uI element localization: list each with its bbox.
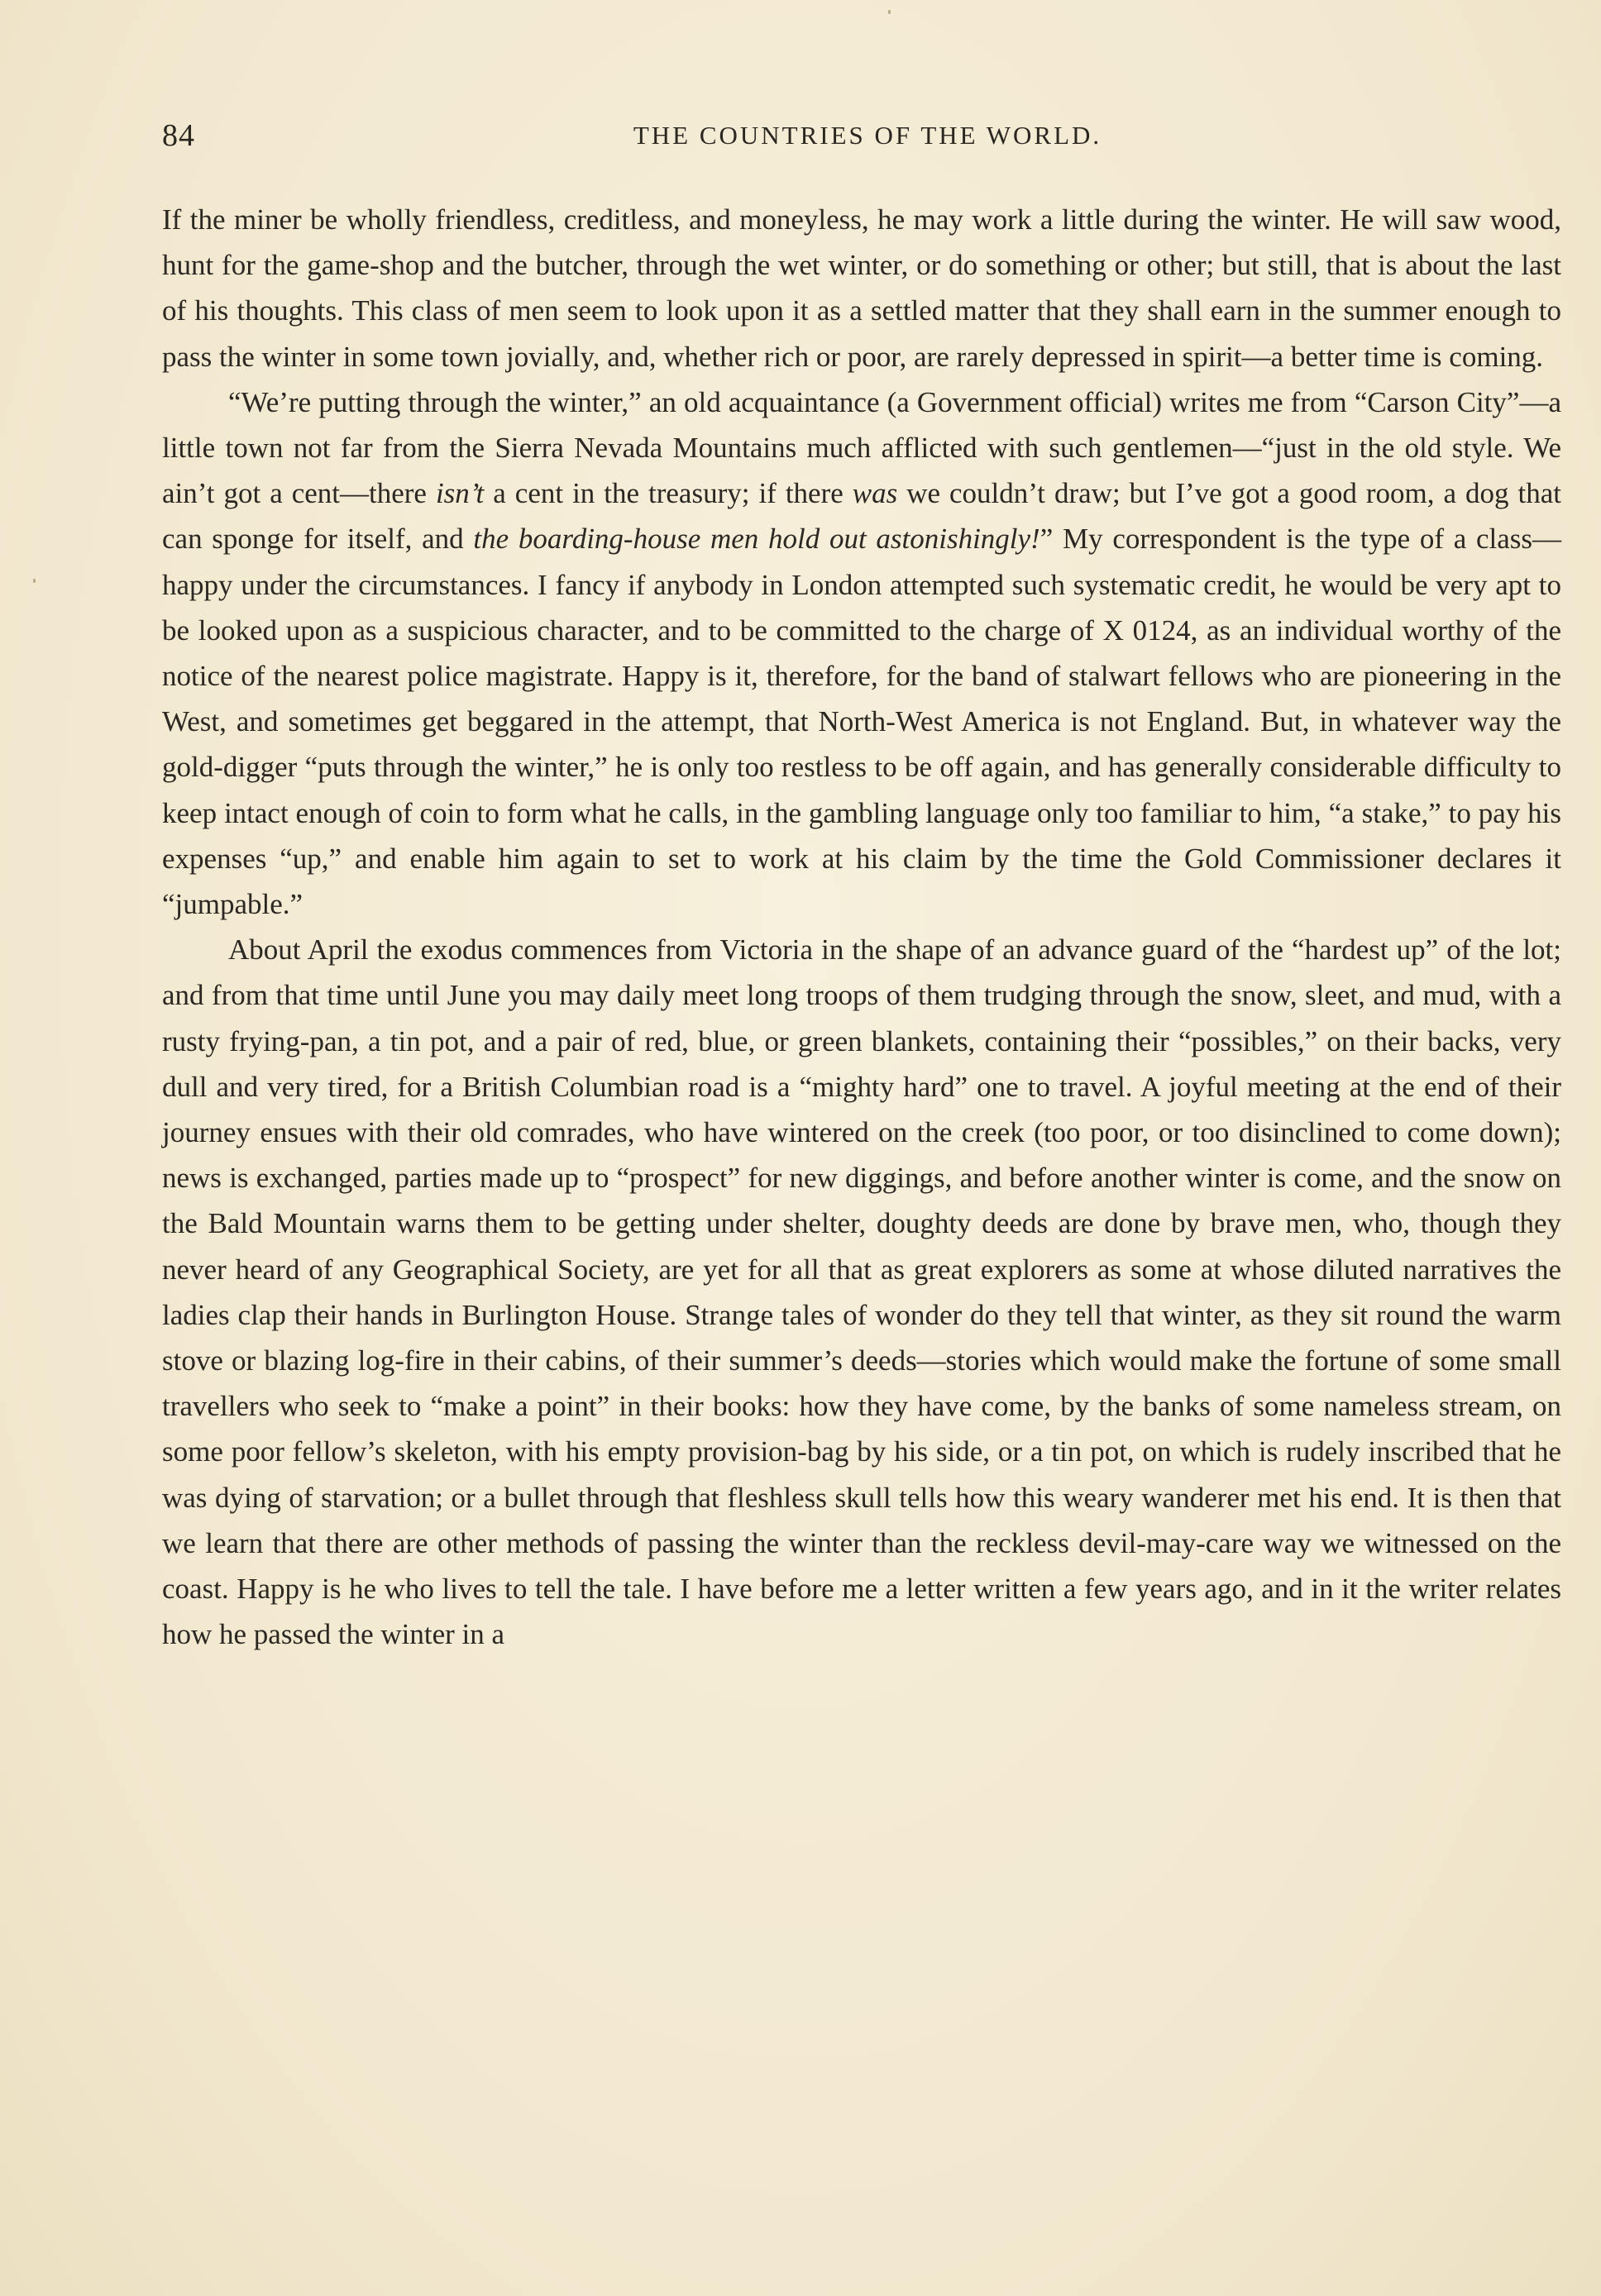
body-text xyxy=(162,197,1561,1658)
text-run: About April the exodus commences from Victoria in the shape of an advance guard of the “hardest up” of the lot; and from that time until June you may daily meet long troops of them trudging through the snow, sleet, and mud, with a rusty frying-pan, a tin pot, and a pair of red, blue, or green blankets, containing their “possibles,” on their backs, very dull and very tired, for a British Columbian road is a “mighty hard” one to travel. A joyful meeting at the end of their journey ensues with their old comrades, who have wintered on the creek (too poor, or too disinclined to come down); news is exchanged, parties made up to “prospect” for new diggings, and before another winter is come, and the snow on the Bald Mountain warns them to be getting under shelter, doughty deeds are done by brave men, who, though they never heard of any Geographical Society, are yet for all that as great explorers as some at whose diluted narratives the ladies clap their hands in Burlington House. Strange tales of wonder do they tell that winter, as they sit round the warm stove or blazing log-fire in their cabins, of their summer’s deeds—stories which would make the fortune of some small travellers who seek to “make a point” in their books: how they have come, by the banks of some nameless stream, on some poor fellow’s skeleton, with his empty provision-bag by his side, or a tin pot, on which is rudely inscribed that he was dying of starvation; or a bullet through that fleshless skull tells how this weary wanderer met his end. It is then that we learn that there are other methods of passing the winter than the reckless devil-may-care way we witnessed on the coast. Happy is he who lives to tell the tale. I have before me a letter written a few years ago, and in it the writer relates how he passed the winter in a xyxy=(162,933,1561,1651)
paper-speck xyxy=(33,579,36,583)
paragraph-3 xyxy=(162,927,1561,1657)
text-run: a cent in the treasury; if there xyxy=(484,477,853,510)
running-head xyxy=(162,117,1573,159)
page-header-title: THE COUNTRIES OF THE WORLD. xyxy=(633,121,1102,150)
paragraph-2 xyxy=(162,379,1561,927)
italic-text-run: the boarding-house men hold out astonishingly! xyxy=(473,523,1040,556)
text-run: we couldn’t draw; but I’ve got a good room, a dog that can sponge for itself, and xyxy=(162,477,1561,556)
italic-text-run: isn’t xyxy=(435,477,485,510)
text-run: If the miner be wholly friendless, creditless, and moneyless, he may work a little during the winter. He will saw wood, hunt for the game-shop and the butcher, through the wet winter, or do something or other; but still, that is about the last of his thoughts. This class of men seem to look upon it as a settled matter that they shall earn in the summer enough to pass the winter in some town jovially, and, whether rich or poor, are rarely depressed in spirit—a better time is coming. xyxy=(162,203,1561,373)
page-number: 84 xyxy=(162,118,195,153)
paragraph-1 xyxy=(162,197,1561,379)
paper-speck xyxy=(888,10,891,14)
italic-text-run: was xyxy=(852,477,898,510)
text-run: “We’re putting through the winter,” an old acquaintance (a Government official) writes me from “Carson City”—a little town not far from the Sierra Nevada Mountains much afflicted with such gentlemen—“just in the old style. We ain’t got a cent—there xyxy=(162,385,1561,510)
text-run: ” My correspondent is the type of a class—happy under the circumstances. I fancy if anybody in London attempted such systematic credit, he would be very apt to be looked upon as a suspicious character, and to be committed to the charge of X 0124, as an individual worthy of the notice of the nearest police magistrate. Happy is it, therefore, for the band of stalwart fellows who are pioneering in the West, and sometimes get beggared in the attempt, that North-West America is not England. But, in whatever way the gold-digger “puts through the winter,” he is only too restless to be off again, and has generally considerable difficulty to keep intact enough of coin to form what he calls, in the gambling language only too familiar to him, “a stake,” to pay his expenses “up,” and enable him again to set to work at his claim by the time the Gold Commissioner declares it “jumpable.” xyxy=(162,523,1561,921)
